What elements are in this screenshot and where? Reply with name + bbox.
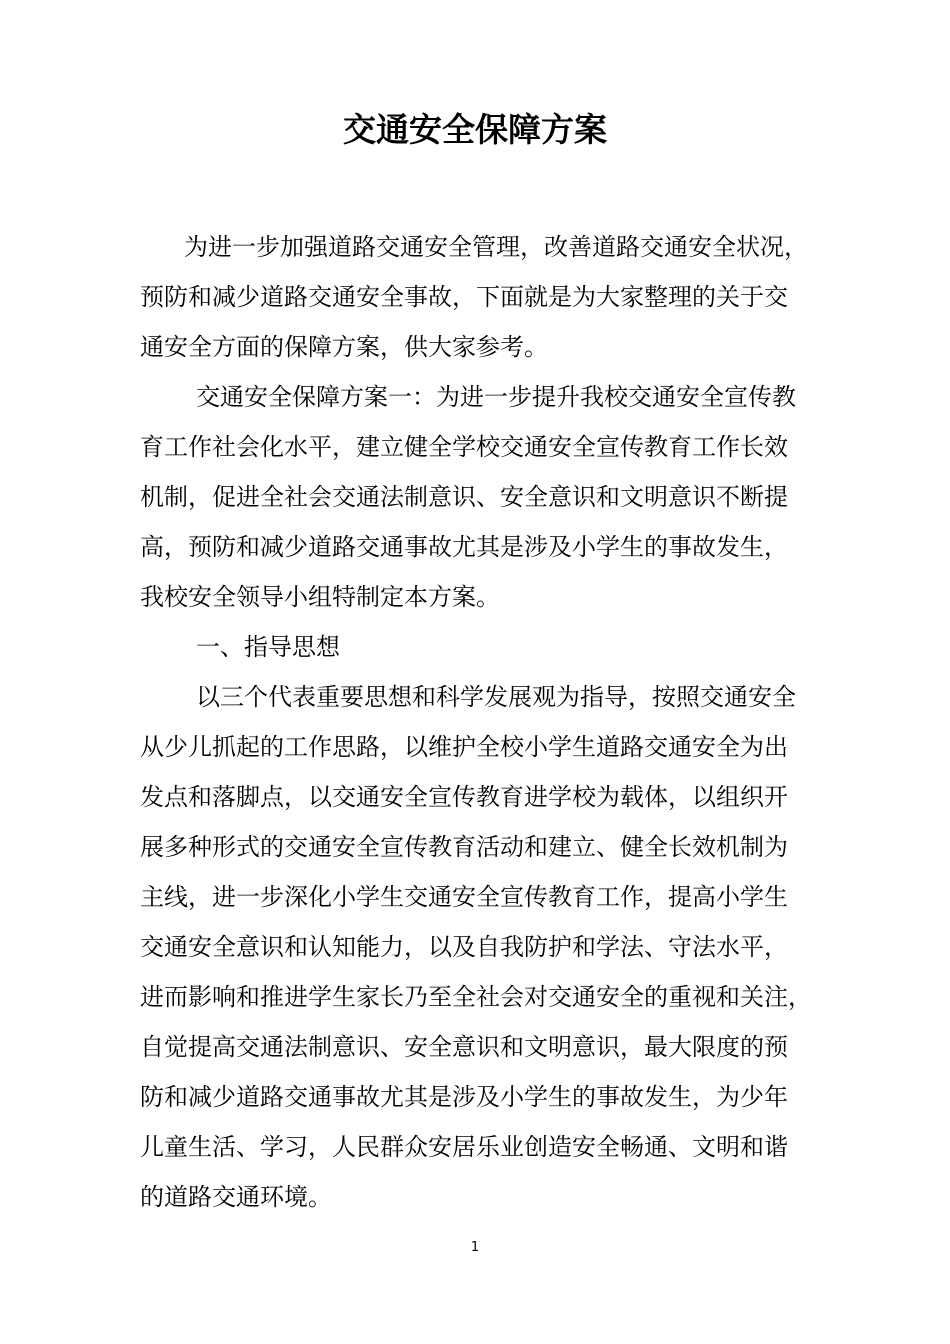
paragraph-line: 我校安全领导小组特制定本方案。 xyxy=(140,583,500,611)
paragraph-line: 通安全方面的保障方案，供大家参考。 xyxy=(140,333,548,361)
paragraph-line: 防和减少道路交通事故尤其是涉及小学生的事故发生，为少年 xyxy=(140,1083,788,1111)
paragraph-line: 育工作社会化水平，建立健全学校交通安全宣传教育工作长效 xyxy=(140,433,788,461)
paragraph-line: 为进一步加强道路交通安全管理，改善道路交通安全状况， xyxy=(184,233,808,261)
paragraph-line: 机制，促进全社会交通法制意识、安全意识和文明意识不断提 xyxy=(140,483,788,511)
document-body xyxy=(140,222,812,1222)
paragraph-line: 预防和减少道路交通安全事故，下面就是为大家整理的关于交 xyxy=(140,283,788,311)
paragraph-line: 自觉提高交通法制意识、安全意识和文明意识，最大限度的预 xyxy=(140,1033,788,1061)
paragraph-line: 进而影响和推进学生家长乃至全社会对交通安全的重视和关注， xyxy=(140,983,812,1011)
paragraph-line: 发点和落脚点，以交通安全宣传教育进学校为载体，以组织开 xyxy=(140,783,788,811)
paragraph-line: 儿童生活、学习，人民群众安居乐业创造安全畅通、文明和谐 xyxy=(140,1133,788,1161)
paragraph-line: 交通安全意识和认知能力，以及自我防护和学法、守法水平， xyxy=(140,933,788,961)
paragraph-line: 的道路交通环境。 xyxy=(140,1183,332,1211)
paragraph-line: 主线，进一步深化小学生交通安全宣传教育工作，提高小学生 xyxy=(140,883,788,911)
document-title: 交通安全保障方案 xyxy=(343,110,607,149)
page-number: 1 xyxy=(470,1240,480,1255)
paragraph-line: 以三个代表重要思想和科学发展观为指导，按照交通安全 xyxy=(196,683,796,711)
paragraph-line: 从少儿抓起的工作思路，以维护全校小学生道路交通安全为出 xyxy=(140,733,788,761)
paragraph-line: 展多种形式的交通安全宣传教育活动和建立、健全长效机制为 xyxy=(140,833,788,861)
paragraph-line: 高，预防和减少道路交通事故尤其是涉及小学生的事故发生， xyxy=(140,533,788,561)
section-heading: 一、指导思想 xyxy=(196,633,340,661)
paragraph-line: 交通安全保障方案一：为进一步提升我校交通安全宣传教 xyxy=(196,383,796,411)
